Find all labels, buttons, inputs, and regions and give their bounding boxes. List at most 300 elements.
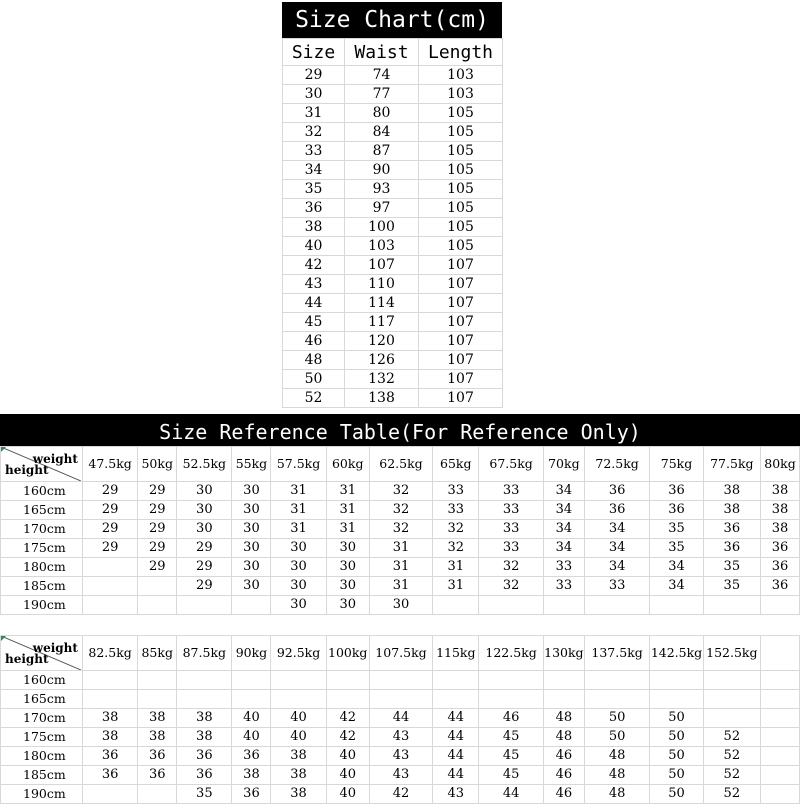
size-cell: 30	[271, 539, 326, 558]
size-cell: 31	[369, 539, 433, 558]
height-label: 180cm	[1, 747, 83, 766]
table-row	[283, 237, 503, 256]
cell-size: 34	[283, 161, 345, 180]
table-row	[1, 539, 800, 558]
size-cell: 31	[271, 501, 326, 520]
table-row	[283, 351, 503, 370]
weight-header: 47.5kg	[82, 447, 137, 482]
size-cell: 33	[479, 539, 544, 558]
size-cell: 29	[82, 520, 137, 539]
weight-header: 77.5kg	[703, 447, 760, 482]
size-cell: 29	[82, 501, 137, 520]
header-length: Length	[419, 39, 503, 66]
table-row	[283, 389, 503, 408]
table-row	[283, 199, 503, 218]
cell-size: 42	[283, 256, 345, 275]
size-cell: 29	[138, 520, 177, 539]
size-cell: 46	[479, 709, 544, 728]
table-row	[283, 142, 503, 161]
size-cell: 34	[650, 577, 703, 596]
weight-header: 62.5kg	[369, 447, 433, 482]
cell-length: 105	[419, 237, 503, 256]
size-cell: 33	[543, 577, 584, 596]
size-cell	[82, 596, 137, 615]
size-cell	[138, 671, 177, 690]
table-row	[283, 180, 503, 199]
reference-table-1	[0, 446, 800, 615]
size-cell	[543, 596, 584, 615]
size-cell	[232, 596, 271, 615]
size-cell: 40	[271, 728, 326, 747]
size-cell: 34	[650, 558, 703, 577]
size-cell: 29	[138, 558, 177, 577]
table-gap	[0, 615, 800, 635]
cell-length: 107	[419, 351, 503, 370]
size-cell: 48	[584, 747, 650, 766]
size-cell: 50	[650, 728, 703, 747]
cell-length: 107	[419, 313, 503, 332]
cell-size: 35	[283, 180, 345, 199]
cell-waist: 103	[345, 237, 419, 256]
size-cell: 34	[543, 539, 584, 558]
weight-header: 60kg	[326, 447, 369, 482]
size-cell: 48	[543, 728, 584, 747]
size-cell: 35	[177, 785, 232, 804]
cell-length: 103	[419, 85, 503, 104]
table-row	[1, 728, 800, 747]
weight-header: 70kg	[543, 447, 584, 482]
weight-header: 87.5kg	[177, 636, 232, 671]
size-cell	[232, 671, 271, 690]
size-cell: 36	[761, 539, 800, 558]
table-row	[283, 161, 503, 180]
table-row	[1, 520, 800, 539]
weight-header: 122.5kg	[479, 636, 544, 671]
size-cell: 31	[369, 577, 433, 596]
size-cell	[761, 709, 800, 728]
size-cell: 36	[232, 785, 271, 804]
cell-waist: 114	[345, 294, 419, 313]
size-cell: 52	[703, 728, 760, 747]
size-cell	[271, 690, 326, 709]
size-cell: 30	[232, 577, 271, 596]
size-cell: 30	[271, 558, 326, 577]
size-cell: 36	[138, 747, 177, 766]
cell-size: 30	[283, 85, 345, 104]
size-cell	[232, 690, 271, 709]
size-cell	[433, 690, 479, 709]
size-cell: 30	[177, 501, 232, 520]
cell-waist: 93	[345, 180, 419, 199]
table-row	[283, 275, 503, 294]
cell-size: 48	[283, 351, 345, 370]
size-cell	[479, 671, 544, 690]
size-cell	[761, 671, 800, 690]
table-row	[283, 313, 503, 332]
cell-length: 107	[419, 370, 503, 389]
size-cell: 38	[82, 709, 137, 728]
weight-header: 152.5kg	[703, 636, 760, 671]
cell-length: 107	[419, 294, 503, 313]
cell-size: 31	[283, 104, 345, 123]
table-row	[1, 709, 800, 728]
size-cell: 46	[543, 747, 584, 766]
table-row	[283, 294, 503, 313]
header-waist: Waist	[345, 39, 419, 66]
cell-length: 103	[419, 66, 503, 85]
table-row	[1, 482, 800, 501]
size-cell: 29	[138, 501, 177, 520]
size-cell: 38	[177, 709, 232, 728]
size-cell	[138, 785, 177, 804]
size-cell: 38	[177, 728, 232, 747]
cell-size: 45	[283, 313, 345, 332]
size-cell	[761, 785, 800, 804]
weight-header: 107.5kg	[369, 636, 433, 671]
cell-size: 40	[283, 237, 345, 256]
size-cell: 33	[479, 520, 544, 539]
size-cell: 31	[433, 577, 479, 596]
size-cell: 35	[650, 520, 703, 539]
corner-height-label: height	[5, 652, 49, 666]
size-cell: 50	[584, 728, 650, 747]
cell-length: 105	[419, 123, 503, 142]
weight-header: 130kg	[543, 636, 584, 671]
cell-size: 38	[283, 218, 345, 237]
cell-waist: 87	[345, 142, 419, 161]
size-cell: 36	[761, 558, 800, 577]
size-cell: 31	[326, 482, 369, 501]
size-cell	[433, 671, 479, 690]
cell-waist: 90	[345, 161, 419, 180]
size-cell: 29	[177, 577, 232, 596]
cell-waist: 107	[345, 256, 419, 275]
size-cell: 38	[232, 766, 271, 785]
size-cell: 38	[138, 728, 177, 747]
size-cell: 36	[703, 539, 760, 558]
size-cell: 38	[138, 709, 177, 728]
size-cell: 32	[433, 520, 479, 539]
cell-length: 105	[419, 218, 503, 237]
size-cell: 40	[326, 785, 369, 804]
table-row	[283, 123, 503, 142]
size-cell: 35	[703, 577, 760, 596]
corner-weight-label: weight	[32, 641, 78, 655]
size-cell	[82, 577, 137, 596]
cell-length: 107	[419, 275, 503, 294]
cell-length: 105	[419, 104, 503, 123]
size-cell: 31	[326, 501, 369, 520]
size-cell: 35	[703, 558, 760, 577]
size-cell: 34	[543, 482, 584, 501]
height-label: 170cm	[1, 520, 83, 539]
size-cell	[761, 690, 800, 709]
size-cell: 32	[479, 558, 544, 577]
table-row	[1, 747, 800, 766]
cell-length: 105	[419, 142, 503, 161]
weight-header: 90kg	[232, 636, 271, 671]
size-cell: 36	[177, 747, 232, 766]
size-cell: 29	[138, 482, 177, 501]
size-cell: 34	[584, 520, 650, 539]
header-size: Size	[283, 39, 345, 66]
reference-title: Size Reference Table(For Reference Only)	[0, 414, 800, 446]
size-cell: 31	[326, 520, 369, 539]
size-cell: 29	[82, 539, 137, 558]
size-cell	[82, 558, 137, 577]
size-cell: 31	[271, 482, 326, 501]
cell-waist: 97	[345, 199, 419, 218]
reference-table-2	[0, 635, 800, 804]
size-cell	[433, 596, 479, 615]
size-cell	[650, 690, 703, 709]
size-cell: 29	[82, 482, 137, 501]
weight-header: 85kg	[138, 636, 177, 671]
size-cell: 36	[650, 501, 703, 520]
size-cell: 42	[326, 709, 369, 728]
size-cell: 50	[584, 709, 650, 728]
size-cell: 33	[584, 577, 650, 596]
weight-header: 92.5kg	[271, 636, 326, 671]
size-cell: 48	[543, 709, 584, 728]
size-cell: 44	[433, 709, 479, 728]
size-cell	[82, 671, 137, 690]
height-label: 190cm	[1, 596, 83, 615]
size-cell: 33	[543, 558, 584, 577]
table-row	[283, 332, 503, 351]
size-cell: 45	[479, 747, 544, 766]
size-cell: 30	[232, 558, 271, 577]
cell-size: 32	[283, 123, 345, 142]
size-cell: 32	[369, 501, 433, 520]
cell-waist: 80	[345, 104, 419, 123]
size-cell: 38	[703, 501, 760, 520]
weight-header-row	[1, 447, 800, 482]
cell-waist: 110	[345, 275, 419, 294]
size-cell: 50	[650, 785, 703, 804]
height-label: 175cm	[1, 728, 83, 747]
size-cell: 50	[650, 747, 703, 766]
cell-size: 50	[283, 370, 345, 389]
cell-length: 105	[419, 199, 503, 218]
size-cell	[177, 596, 232, 615]
cell-length: 105	[419, 161, 503, 180]
size-cell: 30	[177, 520, 232, 539]
size-cell: 44	[433, 728, 479, 747]
cell-size: 29	[283, 66, 345, 85]
weight-header: 100kg	[326, 636, 369, 671]
size-cell: 30	[271, 596, 326, 615]
size-cell: 40	[232, 728, 271, 747]
size-cell	[650, 671, 703, 690]
cell-waist: 138	[345, 389, 419, 408]
table-row	[283, 66, 503, 85]
size-cell: 48	[584, 766, 650, 785]
size-cell: 48	[584, 785, 650, 804]
size-cell: 43	[369, 728, 433, 747]
size-cell: 30	[326, 577, 369, 596]
corner-height-label: height	[5, 463, 49, 477]
size-cell: 38	[761, 482, 800, 501]
cell-length: 107	[419, 389, 503, 408]
size-cell	[177, 671, 232, 690]
size-cell: 36	[650, 482, 703, 501]
size-cell	[138, 690, 177, 709]
weight-header: 142.5kg	[650, 636, 703, 671]
size-chart-header-row	[283, 39, 503, 66]
size-cell: 29	[177, 539, 232, 558]
size-cell: 43	[369, 766, 433, 785]
size-cell: 32	[479, 577, 544, 596]
table-row	[1, 766, 800, 785]
size-cell: 40	[232, 709, 271, 728]
size-cell: 33	[433, 501, 479, 520]
table-row	[1, 501, 800, 520]
height-label: 185cm	[1, 766, 83, 785]
size-reference	[0, 414, 800, 804]
table-row	[1, 671, 800, 690]
size-cell: 34	[584, 539, 650, 558]
size-cell	[543, 690, 584, 709]
size-cell: 31	[271, 520, 326, 539]
size-cell: 36	[584, 482, 650, 501]
size-cell: 40	[271, 709, 326, 728]
table-row	[283, 218, 503, 237]
weight-header: 80kg	[761, 447, 800, 482]
size-cell: 36	[82, 766, 137, 785]
size-cell: 50	[650, 709, 703, 728]
size-cell	[479, 596, 544, 615]
weight-header: 55kg	[232, 447, 271, 482]
size-cell	[326, 690, 369, 709]
size-cell: 30	[177, 482, 232, 501]
size-cell: 31	[369, 558, 433, 577]
size-cell	[650, 596, 703, 615]
size-cell	[761, 766, 800, 785]
weight-header: 115kg	[433, 636, 479, 671]
size-cell: 38	[761, 501, 800, 520]
size-cell	[584, 596, 650, 615]
size-cell: 36	[232, 747, 271, 766]
size-cell: 40	[326, 747, 369, 766]
size-cell: 34	[543, 520, 584, 539]
weight-header: 65kg	[433, 447, 479, 482]
size-cell: 29	[138, 539, 177, 558]
size-cell: 30	[232, 520, 271, 539]
cell-size: 46	[283, 332, 345, 351]
cell-waist: 117	[345, 313, 419, 332]
size-cell: 36	[761, 577, 800, 596]
table-row	[283, 256, 503, 275]
size-cell: 38	[82, 728, 137, 747]
size-cell: 33	[479, 482, 544, 501]
size-cell: 45	[479, 766, 544, 785]
size-cell: 33	[433, 482, 479, 501]
size-cell: 34	[543, 501, 584, 520]
size-cell: 30	[232, 501, 271, 520]
cell-size: 36	[283, 199, 345, 218]
size-cell: 46	[543, 766, 584, 785]
weight-header: 82.5kg	[82, 636, 137, 671]
table-row	[1, 690, 800, 709]
size-cell	[703, 596, 760, 615]
size-cell: 34	[584, 558, 650, 577]
weight-header: 75kg	[650, 447, 703, 482]
size-cell	[543, 671, 584, 690]
height-label: 190cm	[1, 785, 83, 804]
size-cell: 33	[479, 501, 544, 520]
size-cell: 50	[650, 766, 703, 785]
size-cell: 30	[369, 596, 433, 615]
size-cell	[761, 747, 800, 766]
size-cell: 30	[232, 482, 271, 501]
size-cell: 36	[584, 501, 650, 520]
size-cell: 45	[479, 728, 544, 747]
size-cell	[177, 690, 232, 709]
weight-header: 52.5kg	[177, 447, 232, 482]
size-cell: 52	[703, 785, 760, 804]
size-cell: 38	[271, 747, 326, 766]
weight-header	[761, 636, 800, 671]
size-chart	[282, 2, 502, 408]
size-chart-title: Size Chart(cm)	[282, 2, 502, 38]
size-cell	[138, 596, 177, 615]
size-cell: 36	[138, 766, 177, 785]
size-cell: 52	[703, 766, 760, 785]
height-label: 165cm	[1, 501, 83, 520]
cell-waist: 77	[345, 85, 419, 104]
size-cell	[369, 671, 433, 690]
height-label: 160cm	[1, 482, 83, 501]
size-cell	[761, 728, 800, 747]
size-cell: 30	[326, 558, 369, 577]
size-cell	[703, 671, 760, 690]
cell-waist: 74	[345, 66, 419, 85]
size-cell: 40	[326, 766, 369, 785]
size-cell: 44	[433, 747, 479, 766]
size-cell	[369, 690, 433, 709]
size-cell: 44	[479, 785, 544, 804]
height-label: 175cm	[1, 539, 83, 558]
table-row	[283, 370, 503, 389]
cell-waist: 100	[345, 218, 419, 237]
weight-header: 50kg	[138, 447, 177, 482]
cell-waist: 126	[345, 351, 419, 370]
size-chart-table	[282, 38, 503, 408]
height-label: 180cm	[1, 558, 83, 577]
size-cell: 36	[177, 766, 232, 785]
size-cell: 35	[650, 539, 703, 558]
size-cell	[703, 709, 760, 728]
table-row	[1, 785, 800, 804]
cell-waist: 84	[345, 123, 419, 142]
cell-waist: 132	[345, 370, 419, 389]
size-cell	[584, 690, 650, 709]
cell-size: 52	[283, 389, 345, 408]
size-cell: 32	[369, 482, 433, 501]
table-row	[1, 558, 800, 577]
weight-header: 57.5kg	[271, 447, 326, 482]
height-label: 170cm	[1, 709, 83, 728]
weight-header-row	[1, 636, 800, 671]
cell-size: 44	[283, 294, 345, 313]
corner-cell	[1, 447, 83, 482]
table-row	[283, 104, 503, 123]
size-cell	[326, 671, 369, 690]
size-cell: 44	[369, 709, 433, 728]
cell-length: 105	[419, 180, 503, 199]
corner-cell	[1, 636, 83, 671]
